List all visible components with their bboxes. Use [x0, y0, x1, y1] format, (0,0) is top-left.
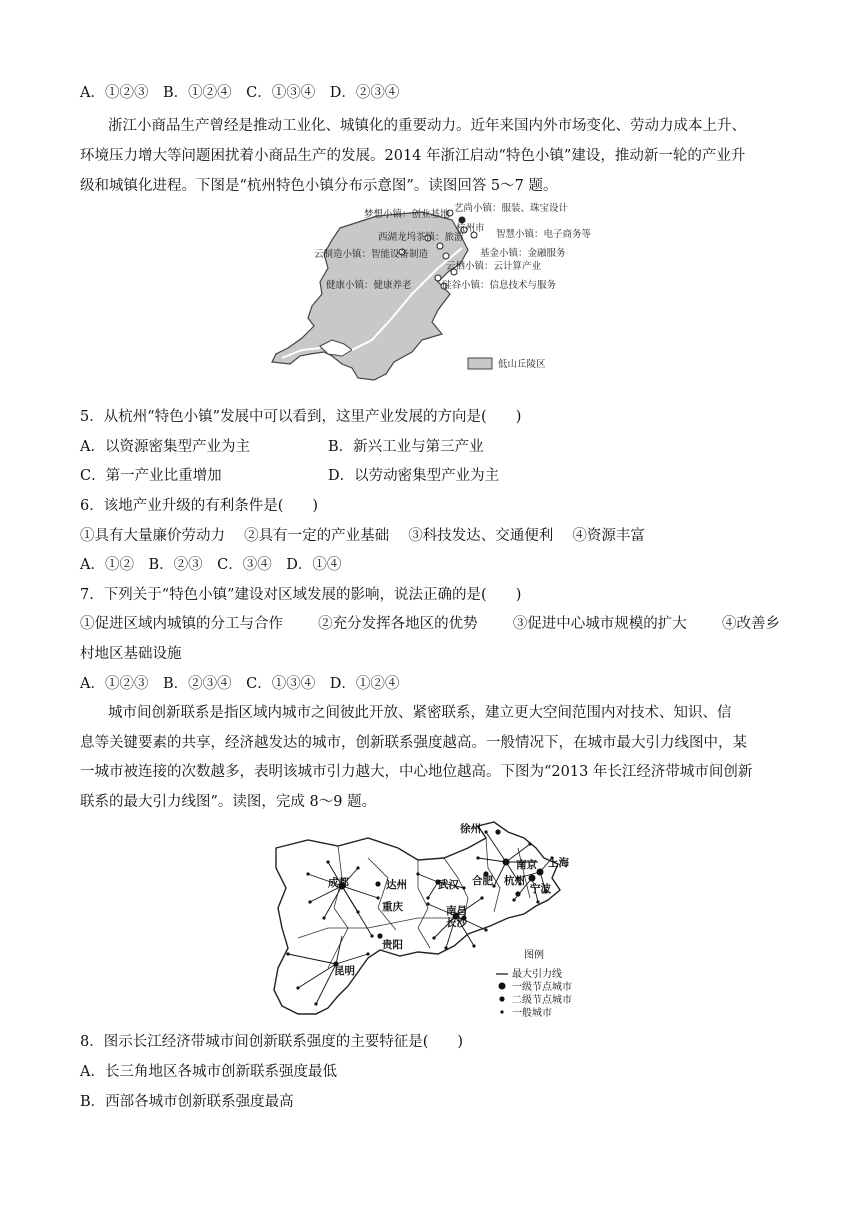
passage1-line2: 环境压力增大等问题困扰着小商品生产的发展。2014 年浙江启动“特色小镇”建设，推动新一轮的产业升 [80, 148, 746, 164]
q8-option-a: A．长三角地区各城市创新联系强度最低 [80, 1064, 337, 1080]
q7-opt4: ④改善乡 [721, 616, 780, 632]
passage2-line2: 息等关键要素的共享，经济越发达的城市，创新联系强度越高。一般情况下，在城市最大引力线图中，某 [80, 735, 747, 751]
city-kunming: 昆明 [334, 965, 355, 977]
label-jiankang: 健康小镇：健康养老 [326, 280, 412, 291]
yangtze-belt-map [268, 818, 598, 1020]
passage2-line1: 城市间创新联系是指区域内城市之间彼此开放、紧密联系，建立更大空间范围内对技术、知识、信 [108, 705, 732, 721]
legend-level1-symbol [499, 983, 506, 990]
label-mengxiang: 梦想小镇：创业基地 [364, 209, 450, 220]
city-xuzhou: 徐州 [460, 823, 481, 835]
legend-level2-symbol [499, 996, 504, 1001]
city-nanchang: 南昌 [446, 905, 467, 917]
label-jijin: 基金小镇：金融服务 [480, 248, 566, 259]
city-chengdu: 成都 [328, 877, 349, 889]
q7-opt3: ③促进中心城市规模的扩大 [512, 616, 687, 632]
q8-stem: 8．图示长江经济带城市间创新联系强度的主要特征是( ) [80, 1034, 464, 1050]
q5-option-d: D．以劳动密集型产业为主 [328, 468, 500, 484]
passage1-line1: 浙江小商品生产曾经是推动工业化、城镇化的重要动力。近年来国内外市场变化、劳动力成本上升、 [108, 118, 746, 134]
q6-options [80, 526, 645, 546]
legend-title: 图例 [524, 950, 544, 961]
passage2-line4: 联系的最大引力线图”。读图，完成 8～9 题。 [80, 794, 377, 810]
legend-hills: 低山丘陵区 [498, 359, 546, 370]
q8-option-b: B．西部各城市创新联系强度最高 [80, 1094, 294, 1110]
q5-stem: 5．从杭州“特色小镇”发展中可以看到，这里产业发展的方向是( ) [80, 409, 522, 425]
city-changsha: 长沙 [446, 917, 467, 929]
label-zhihui: 智慧小镇：电子商务等 [496, 229, 592, 240]
q6-answers: A．①② B．②③ C．③④ D．①④ [80, 557, 342, 573]
legend-line: 最大引力线 [512, 969, 562, 980]
city-shanghai: 上海 [548, 857, 569, 869]
city-hefei: 合肥 [472, 875, 493, 887]
legend-level2: 二级节点城市 [512, 995, 572, 1006]
label-yunqi: 云栖小镇：云计算产业 [446, 261, 542, 272]
legend-level1: 一级节点城市 [512, 982, 572, 993]
legend-general: 一般城市 [512, 1008, 552, 1019]
q7-opt2: ②充分发挥各地区的优势 [318, 616, 478, 632]
legend-swatch [468, 358, 492, 369]
q7-opt4-cont: 村地区基础设施 [80, 646, 182, 662]
q5-option-a: A．以资源密集型产业为主 [80, 439, 250, 455]
q6-opt2: ②具有一定的产业基础 [244, 528, 390, 544]
city-chongqing: 重庆 [382, 901, 403, 913]
q7-opt1: ①促进区域内城镇的分工与合作 [80, 616, 283, 632]
label-guigu: 硅谷小镇：信息技术与服务 [442, 280, 557, 291]
city-hangzhou: 杭州 [504, 875, 525, 887]
q7-answers: A．①②③ B．②③④ C．①③④ D．①②④ [80, 676, 400, 692]
q7-options [80, 614, 780, 634]
city-dazhou: 达州 [386, 879, 407, 891]
city-wuhan: 武汉 [438, 879, 459, 891]
label-xihu: 西湖龙坞茶镇：旅游 [378, 232, 464, 243]
hangzhou-towns-map [262, 198, 608, 398]
label-yunzhizao: 云制造小镇：智能设备制造 [314, 249, 429, 260]
q4-answers: A．①②③ B．①②④ C．①③④ D．②③④ [80, 85, 400, 101]
q6-opt4: ④资源丰富 [572, 528, 645, 544]
city-ningbo: 宁波 [530, 883, 551, 895]
city-nanjing: 南京 [516, 859, 537, 871]
q6-stem: 6．该地产业升级的有利条件是( ) [80, 498, 319, 514]
q6-opt3: ③科技发达、交通便利 [408, 528, 554, 544]
city-guiyang: 贵阳 [382, 939, 403, 951]
q6-opt1: ①具有大量廉价劳动力 [80, 528, 225, 544]
q5-option-b: B．新兴工业与第三产业 [328, 439, 484, 455]
legend-general-symbol [500, 1010, 503, 1013]
q7-stem: 7．下列关于“特色小镇”建设对区域发展的影响，说法正确的是( ) [80, 587, 522, 603]
label-yishang: 艺尚小镇：服装、珠宝设计 [454, 203, 569, 214]
q5-option-c: C．第一产业比重增加 [80, 468, 222, 484]
label-hangzhou: 杭州市 [456, 223, 485, 234]
passage1-line3: 级和城镇化进程。下图是“杭州特色小镇分布示意图”。读图回答 5～7 题。 [80, 178, 558, 194]
passage2-line3: 一城市被连接的次数越多，表明该城市引力越大，中心地位越高。下图为“2013 年长江经济带城市间创新 [80, 764, 753, 780]
